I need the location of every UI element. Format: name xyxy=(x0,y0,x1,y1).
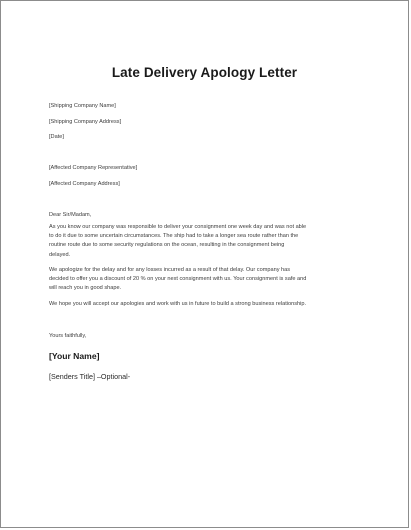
paragraph-line: We apologize for the delay and for any losses incurred as a result of that delay. Our company has xyxy=(49,267,291,273)
signature-name: [Your Name] xyxy=(49,351,100,361)
paragraph-line: decided to offer you a discount of 20 % on your next consignment with us. Your consignment is safe and xyxy=(49,276,307,283)
recipient-representative: [Affected Company Representative] xyxy=(49,165,138,171)
paragraph-closing-hope: We hope you will accept our apologies and work with us in future to build a strong business relationship. xyxy=(49,301,307,307)
paragraph-line: As you know our company was responsible to deliver your consignment one week day and was not able xyxy=(49,224,307,230)
sender-company-address: [Shipping Company Address] xyxy=(49,119,122,125)
salutation: Dear Sir/Madam, xyxy=(49,212,92,218)
letter-date: [Date] xyxy=(49,134,64,140)
closing-phrase: Yours faithfully, xyxy=(49,333,87,339)
paragraph-line: routine route due to some security regulations on the ocean, resulting in the consignment being xyxy=(49,242,285,249)
signature-title: [Senders Title] –Optional- xyxy=(49,372,131,381)
paragraph-line: to do it due to some uncertain circumstances. The ship had to take a longer sea route rather than the xyxy=(49,233,299,240)
sender-company-name: [Shipping Company Name] xyxy=(49,103,116,109)
paragraph-delay-reason xyxy=(49,223,369,260)
recipient-address: [Affected Company Address] xyxy=(49,181,120,187)
letter-title: Late Delivery Apology Letter xyxy=(111,65,298,80)
paragraph-line: delayed. xyxy=(49,251,71,258)
paragraph-apology-offer xyxy=(49,266,369,294)
paragraph-line: will reach you in good shape. xyxy=(49,285,122,292)
